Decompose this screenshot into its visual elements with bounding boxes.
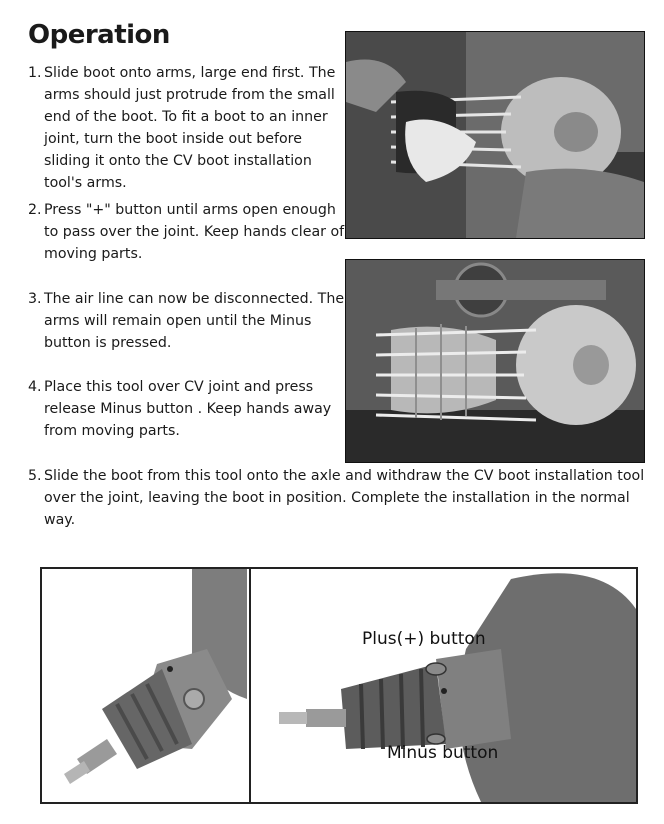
boot-on-arms-illustration [346,32,644,238]
step-text: Slide the boot from this tool onto the axle and withdraw the CV boot installation tool over the joint, leaving the boot in position. Complete the installation in the normal way. [44,468,645,528]
step-5 [28,465,658,531]
step-text: Slide boot onto arms, large end first. The arms should just protrude from the small end of the boot. To fit a boot to an inner joint, turn the boot inside out before sliding it onto the CV boot installation tool's arms. [44,65,336,191]
step-3 [28,288,348,354]
step-number: 5. [28,468,42,484]
photo-boot-on-arms [345,31,645,239]
photo-tool-over-joint [345,259,645,463]
tool-buttons-illustration [251,569,636,802]
tool-closeup-frame [40,567,638,804]
step-1 [28,62,348,194]
tool-nozzle-closeup [42,569,247,802]
step-number: 2. [28,202,42,218]
plus-button-label: Plus(+) button [362,629,486,649]
step-number: 1. [28,65,42,81]
step-2 [28,199,348,265]
step-number: 4. [28,379,42,395]
page-title: Operation [28,20,170,50]
tool-over-joint-illustration [346,260,644,462]
step-4 [28,376,348,442]
step-number: 3. [28,291,42,307]
step-text: Press "+" button until arms open enough to pass over the joint. Keep hands clear of moving parts. [44,202,345,262]
step-text: Place this tool over CV joint and press release Minus button . Keep hands away from moving parts. [44,379,332,439]
step-text: The air line can now be disconnected. The arms will remain open until the Minus button is pressed. [44,291,345,351]
minus-button-label: Minus button [387,743,499,763]
